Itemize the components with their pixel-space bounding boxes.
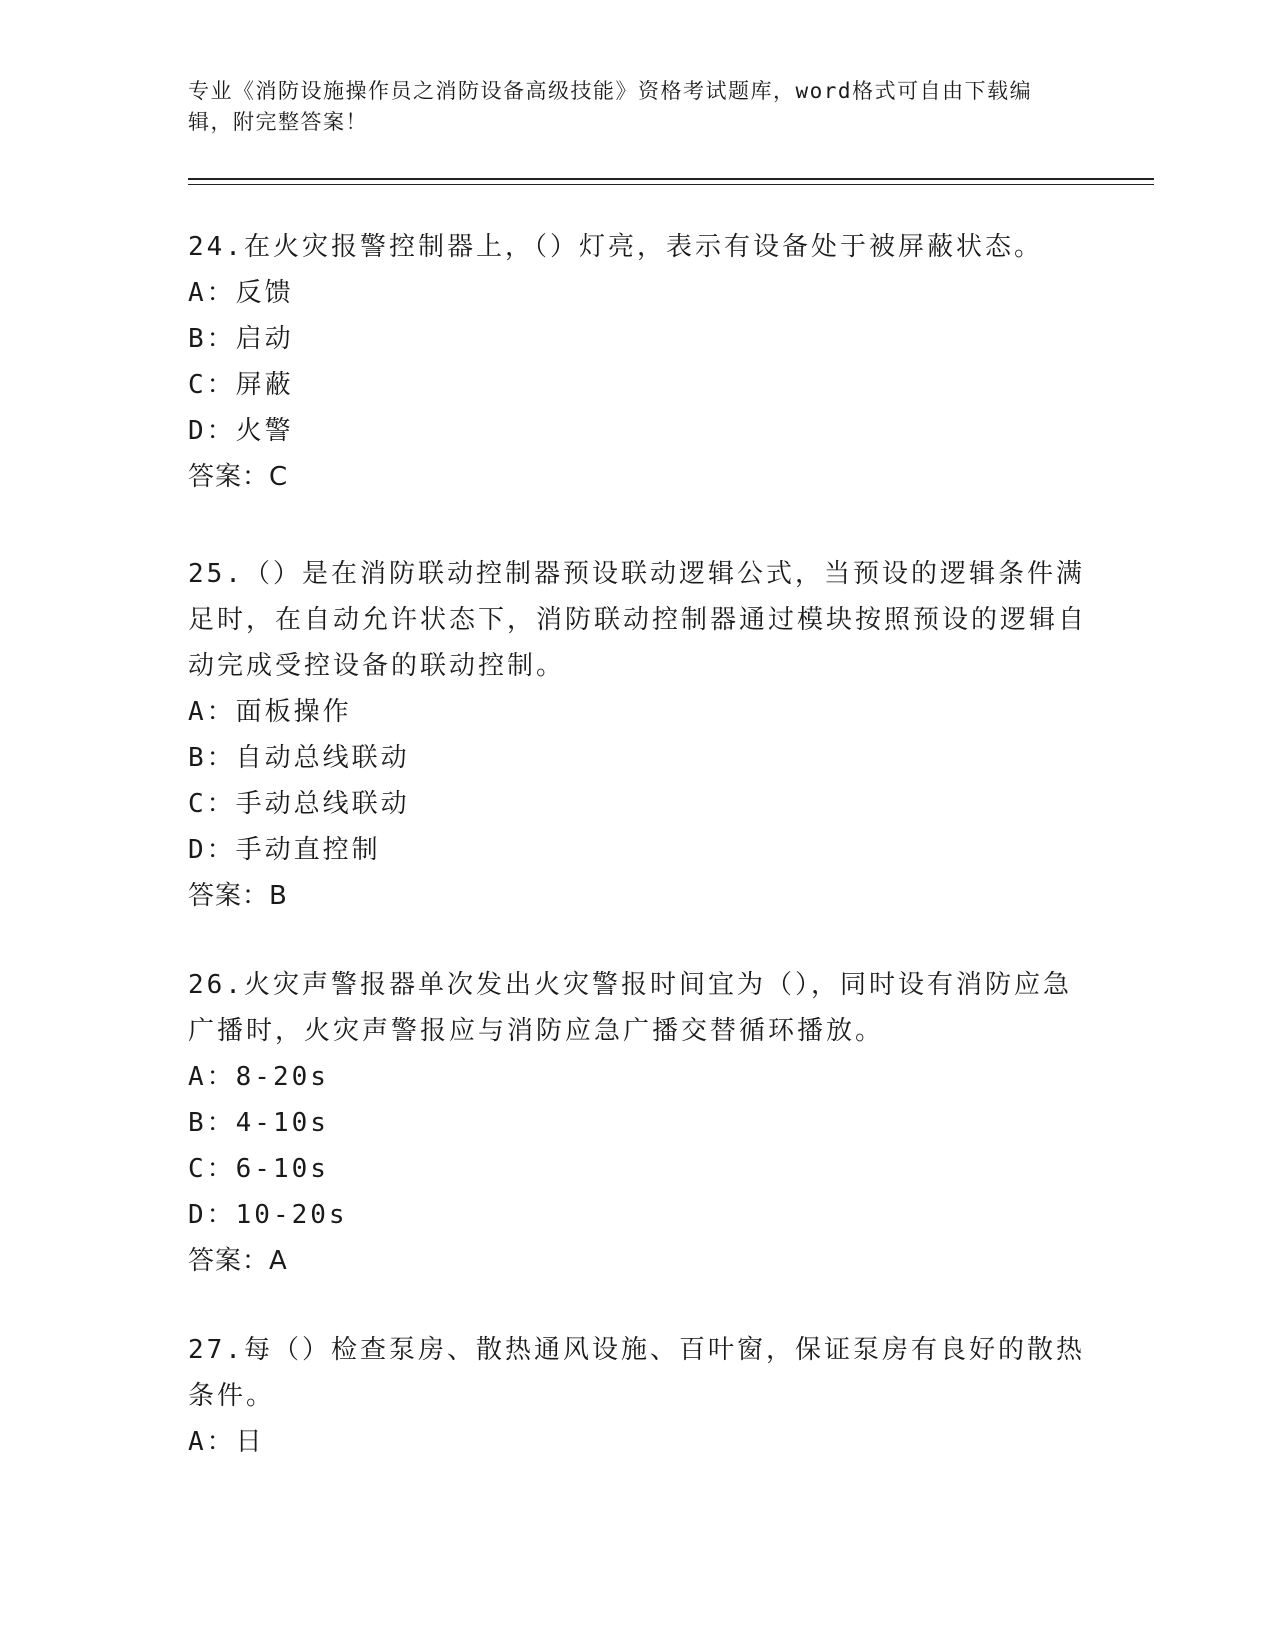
header-text: 专业《消防设施操作员之消防设备高级技能》资格考试题库，word格式可自由下载编辑，附完整答案！ — [188, 79, 1033, 134]
question-stem: 24.在火灾报警控制器上，（）灯亮，表示有设备处于被屏蔽状态。 — [188, 232, 1043, 262]
question-stem: 27.每（）检查泵房、散热通风设施、百叶窗，保证泵房有良好的散热条件。 — [188, 1335, 1085, 1411]
header-rule-thin — [188, 184, 1154, 185]
question-25 — [188, 551, 1088, 919]
option-a: A：日 — [188, 1427, 265, 1457]
option-a: A：面板操作 — [188, 697, 352, 727]
answer: 答案：B — [188, 881, 288, 911]
option-b: B：自动总线联动 — [188, 743, 410, 773]
answer: 答案：C — [188, 462, 289, 492]
question-stem: 26.火灾声警报器单次发出火灾警报时间宜为（），同时设有消防应急广播时，火灾声警报应与消防应急广播交替循环播放。 — [188, 970, 1072, 1046]
option-b: B：启动 — [188, 324, 294, 354]
option-b: B：4-10s — [188, 1108, 329, 1138]
option-d: D：火警 — [188, 416, 294, 446]
question-stem: 25.（）是在消防联动控制器预设联动逻辑公式，当预设的逻辑条件满足时，在自动允许状态下，消防联动控制器通过模块按照预设的逻辑自动完成受控设备的联动控制。 — [188, 559, 1088, 681]
question-24 — [188, 224, 1088, 500]
question-27 — [188, 1327, 1088, 1465]
option-c: C：6-10s — [188, 1154, 329, 1184]
option-a: A：8-20s — [188, 1062, 329, 1092]
option-c: C：屏蔽 — [188, 370, 294, 400]
answer: 答案：A — [188, 1246, 288, 1276]
question-26 — [188, 962, 1088, 1284]
option-a: A：反馈 — [188, 278, 294, 308]
page-header — [188, 76, 1068, 138]
option-c: C：手动总线联动 — [188, 789, 410, 819]
option-d: D：10-20s — [188, 1200, 348, 1230]
option-d: D：手动直控制 — [188, 835, 381, 865]
header-rule-thick — [188, 178, 1154, 180]
